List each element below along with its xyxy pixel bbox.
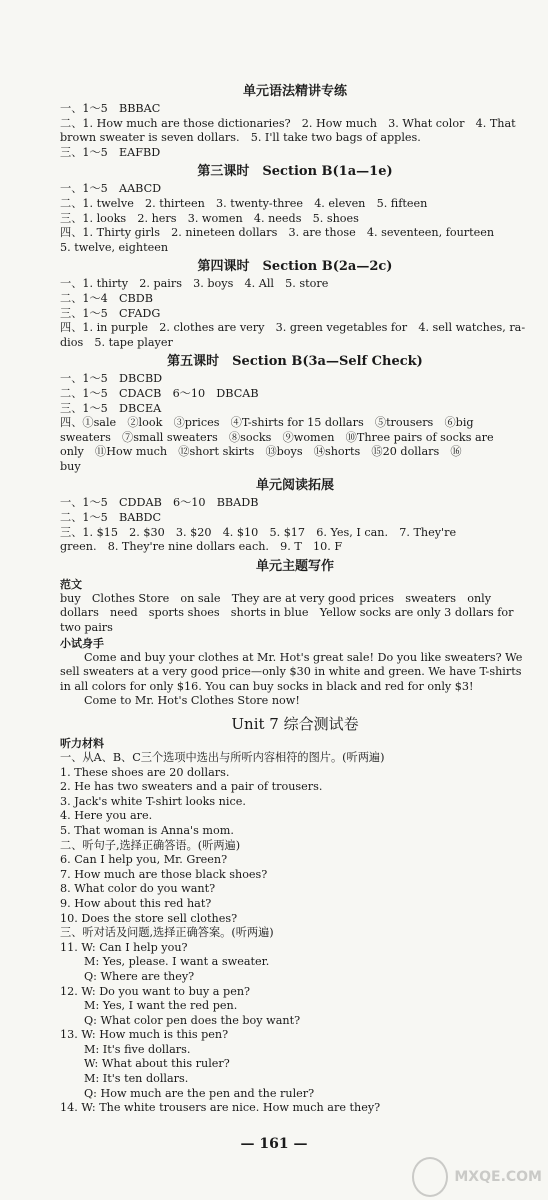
answer-line: 一、1～5 DBCBD (60, 372, 163, 386)
section-title: 单元阅读拓展 (255, 478, 334, 494)
answer-line: 四、①sale ②look ③prices ④T-shirts for 15 dollars ⑤trousers ⑥big (60, 416, 474, 430)
section-title: 第三课时 Section B(1a—1e) (197, 164, 393, 180)
dialogue-line: Q: What color pen does the boy want? (84, 1013, 301, 1027)
answer-line: 三、1. looks 2. hers 3. women 4. needs 5. shoes (60, 211, 359, 225)
listening-item: 6. Can I help you, Mr. Green? (60, 853, 228, 867)
dialogue-line: 14. W: The white trousers are nice. How much are they? (60, 1101, 381, 1115)
answer-line: 一、1. thirty 2. pairs 3. boys 4. All 5. store (60, 277, 329, 291)
xiaoshi-label: 小试身手 (60, 636, 104, 650)
answer-line: 四、1. in purple 2. clothes are very 3. green vegetables for 4. sell watches, ra- (60, 321, 526, 335)
answer-line: 二、1. twelve 2. thirteen 3. twenty-three 4. eleven 5. fifteen (60, 196, 428, 210)
answer-line: 二、1. How much are those dictionaries? 2. How much 3. What color 4. That (60, 116, 516, 130)
answer-line: 二、1～5 CDACB 6～10 DBCAB (60, 386, 259, 400)
listening-block (60, 736, 530, 1116)
answer-page (60, 80, 530, 1116)
answer-line: 二、1～5 BABDC (60, 511, 162, 525)
dialogue-line: 11. W: Can I help you? (60, 940, 188, 954)
answer-sections (60, 83, 530, 576)
answer-line: 三、1～5 EAFBD (60, 145, 161, 159)
listening-item: 1. These shoes are 20 dollars. (60, 765, 230, 779)
answer-line: 三、1～5 DBCEA (60, 401, 162, 415)
dialogue-line: W: What about this ruler? (84, 1057, 230, 1071)
answer-line: 三、1～5 CFADG (60, 306, 161, 320)
listening-item: 8. What color do you want? (60, 882, 216, 896)
section-title: 第五课时 Section B(3a—Self Check) (167, 354, 423, 370)
listening-item: 7. How much are those black shoes? (60, 867, 268, 881)
listening-item: 10. Does the store sell clothes? (60, 911, 238, 925)
part3-title: 三、听对话及问题,选择正确答案。(听两遍) (60, 926, 274, 940)
listening-item: 9. How about this red hat? (60, 896, 212, 910)
answer-line: sweaters ⑦small sweaters ⑧socks ⑨women ⑩Three pairs of socks are (60, 430, 494, 444)
dialogue-line: 12. W: Do you want to buy a pen? (60, 984, 251, 998)
section-title: 第四课时 Section B(2a—2c) (197, 259, 393, 275)
answer-line: 5. twelve, eighteen (60, 240, 169, 254)
dialogue-line: Q: How much are the pen and the ruler? (84, 1086, 315, 1100)
dialogue-line: M: Yes, please. I want a sweater. (84, 955, 270, 969)
watermark-badge-icon (412, 1157, 448, 1197)
watermark-text: MXQE.COM (454, 1168, 542, 1185)
dialogue-line: M: It's five dollars. (84, 1042, 191, 1056)
fanwen-line: two pairs (60, 621, 113, 635)
listening-item: 3. Jack's white T-shirt looks nice. (60, 794, 246, 808)
dialogue-line: 13. W: How much is this pen? (60, 1028, 229, 1042)
answer-line: only ⑪How much ⑫short skirts ⑬boys ⑭shorts ⑮20 dollars ⑯ (60, 445, 462, 459)
answer-line: 一、1～5 BBBAC (60, 102, 161, 115)
answer-line: 四、1. Thirty girls 2. nineteen dollars 3. are those 4. seventeen, fourteen (60, 226, 495, 240)
dialogue-line: M: Yes, I want the red pen. (84, 999, 238, 1013)
listening-label: 听力材料 (60, 737, 104, 750)
page-number: — 161 — (240, 1136, 308, 1152)
part1-list (60, 766, 530, 839)
listening-item: 2. He has two sweaters and a pair of trousers. (60, 780, 323, 794)
fanwen-block (60, 577, 530, 636)
part1-title: 一、从A、B、C三个选项中选出与所听内容相符的图片。(听两遍) (60, 751, 385, 764)
unit-test-title: Unit 7 综合测试卷 (231, 715, 359, 733)
watermark (412, 1155, 542, 1199)
answer-line: buy (60, 459, 81, 473)
answer-line: dios 5. tape player (60, 335, 173, 349)
fanwen-line: dollars need sports shoes shorts in blue Yellow socks are only 3 dollars for (60, 606, 514, 620)
part2-list (60, 853, 530, 926)
fanwen-lines (60, 592, 530, 636)
listening-item: 5. That woman is Anna's mom. (60, 823, 234, 837)
answer-line: 二、1～4 CBDB (60, 291, 153, 305)
dialogue-line: Q: Where are they? (84, 969, 195, 983)
answer-line: 一、1～5 AABCD (60, 182, 162, 196)
listening-item: 4. Here you are. (60, 809, 153, 823)
answer-line: 三、1. $15 2. $30 3. $20 4. $10 5. $17 6. Yes, I can. 7. They're (60, 525, 457, 539)
xiaoshi-paragraph-1: Come and buy your clothes at Mr. Hot's great sale! Do you like sweaters? We sell sweaters at a very good price—only $30 in white and green. We have T-shirts in all colors for only $16. You can buy socks in black and red for only $3! (60, 650, 523, 693)
answer-line: 一、1～5 CDDAB 6～10 BBADB (60, 496, 259, 510)
answer-line: green. 8. They're nine dollars each. 9. T 10. F (60, 540, 343, 554)
fanwen-line: buy Clothes Store on sale They are at very good prices sweaters only (60, 591, 492, 605)
xiaoshi-block (60, 636, 530, 709)
xiaoshi-paragraph-2: Come to Mr. Hot's Clothes Store now! (84, 694, 300, 708)
answer-line: brown sweater is seven dollars. 5. I'll take two bags of apples. (60, 131, 421, 145)
section-title: 单元语法精讲专练 (242, 84, 347, 99)
fanwen-label: 范文 (60, 577, 82, 591)
dialogue-line: M: It's ten dollars. (84, 1072, 189, 1086)
part3-list (60, 941, 530, 1116)
part2-title: 二、听句子,选择正确答语。(听两遍) (60, 838, 241, 852)
section-title: 单元主题写作 (255, 558, 334, 574)
